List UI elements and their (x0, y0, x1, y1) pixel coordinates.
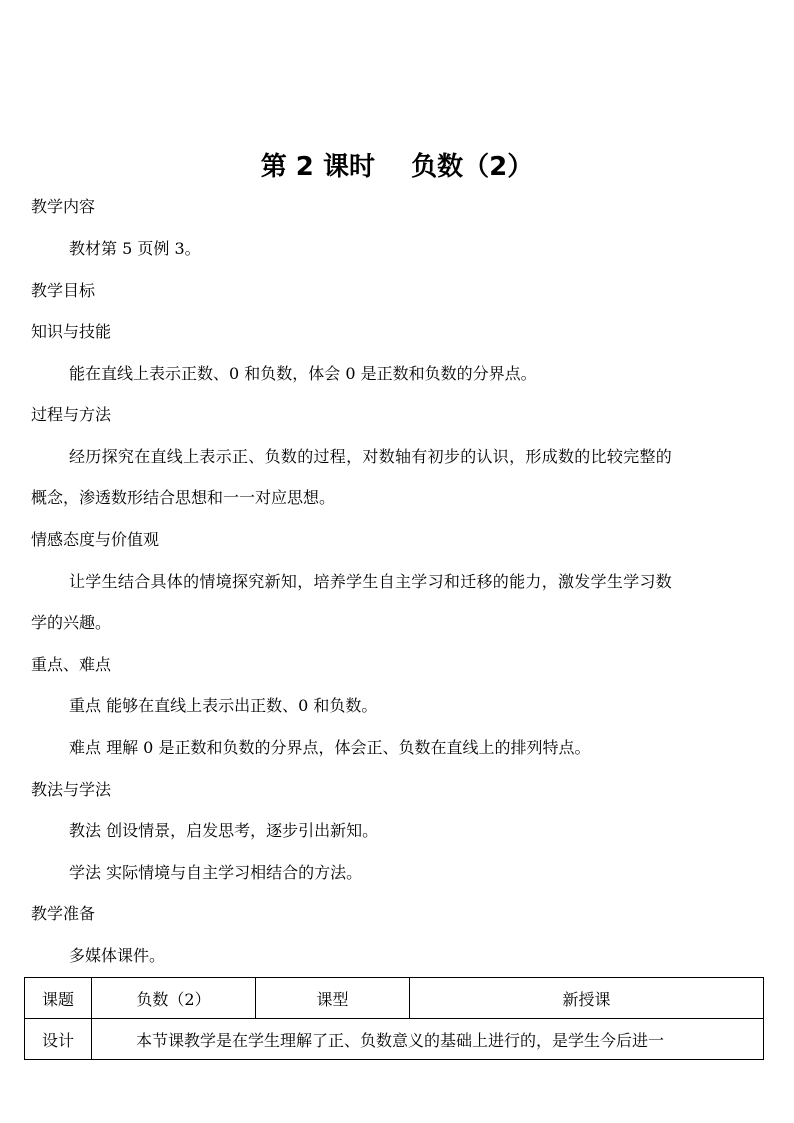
type-label-cell: 课型 (256, 978, 410, 1019)
table-row (25, 978, 764, 1019)
key-point-text: 重点 能够在直线上表示出正数、0 和负数。 (69, 696, 378, 715)
section-heading-method: 教法与学法 (31, 780, 112, 799)
section-heading-content: 教学内容 (31, 197, 96, 216)
section-heading-knowledge: 知识与技能 (31, 322, 112, 341)
type-value-cell: 新授课 (410, 978, 764, 1019)
topic-value-cell: 负数（2） (92, 978, 256, 1019)
process-text-line1: 经历探究在直线上表示正、负数的过程，对数轴有初步的认识，形成数的比较完整的 (69, 447, 673, 466)
emotion-text-line2: 学的兴趣。 (31, 613, 112, 632)
section-heading-goal: 教学目标 (31, 281, 96, 300)
design-text-cell: 本节课教学是在学生理解了正、负数意义的基础上进行的，是学生今后进一 (92, 1019, 764, 1060)
design-label-cell: 设计 (25, 1019, 92, 1060)
content-text: 教材第 5 页例 3。 (69, 239, 201, 258)
section-heading-emotion: 情感态度与价值观 (31, 530, 160, 549)
lesson-info-table (24, 977, 764, 1060)
section-heading-process: 过程与方法 (31, 405, 112, 424)
topic-label-cell: 课题 (25, 978, 92, 1019)
teaching-method-text: 教法 创设情景，启发思考，逐步引出新知。 (69, 821, 379, 840)
process-text-line2: 概念，渗透数形结合思想和一一对应思想。 (31, 488, 336, 507)
prep-text: 多媒体课件。 (69, 946, 166, 965)
table-row (25, 1019, 764, 1060)
emotion-text-line1: 让学生结合具体的情境探究新知，培养学生自主学习和迁移的能力，激发学生学习数 (69, 572, 673, 591)
page-title: 第 2 课时 负数（2） (260, 152, 534, 182)
knowledge-text: 能在直线上表示正数、0 和负数，体会 0 是正数和负数的分界点。 (69, 364, 537, 383)
section-heading-prep: 教学准备 (31, 904, 96, 923)
learning-method-text: 学法 实际情境与自主学习相结合的方法。 (69, 863, 363, 882)
section-heading-key: 重点、难点 (31, 655, 112, 674)
difficult-point-text: 难点 理解 0 是正数和负数的分界点，体会正、负数在直线上的排列特点。 (69, 738, 591, 757)
